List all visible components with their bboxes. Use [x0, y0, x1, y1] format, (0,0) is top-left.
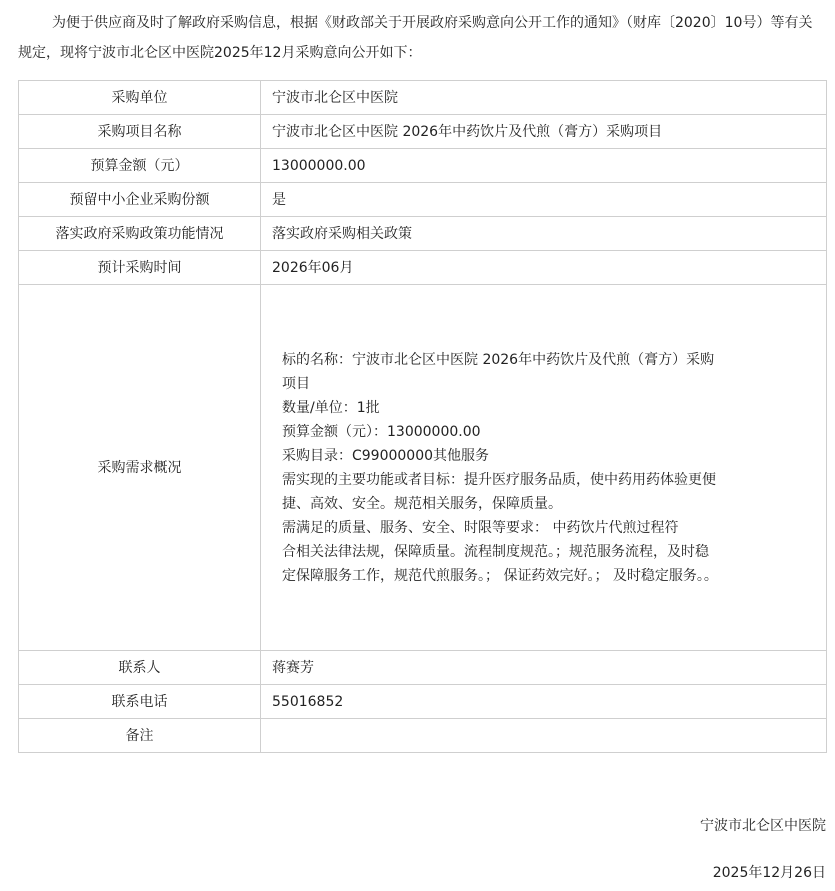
table-row-contact	[19, 651, 827, 685]
row-label: 落实政府采购政策功能情况	[19, 217, 261, 251]
table-row-purchaser	[19, 81, 827, 115]
requirements-line: 定保障服务工作，规范代煎服务。； 保证药效完好。； 及时稳定服务。。	[282, 567, 718, 584]
requirements-line: 预算金额（元）：13000000.00	[282, 423, 481, 440]
requirements-text	[272, 348, 826, 588]
requirements-cell	[261, 285, 827, 651]
row-label: 备注	[19, 719, 261, 753]
table-row-phone	[19, 685, 827, 719]
table-row-project-name	[19, 115, 827, 149]
table-row-requirements	[19, 285, 827, 651]
requirements-line: 合相关法律法规，保障质量。流程制度规范。；规范服务流程，及时稳	[282, 543, 709, 560]
table-row-policy	[19, 217, 827, 251]
row-value: 落实政府采购相关政策	[261, 217, 827, 251]
procurement-intent-table	[18, 80, 827, 753]
row-label: 采购项目名称	[19, 115, 261, 149]
row-value: 13000000.00	[261, 149, 827, 183]
row-value: 55016852	[261, 685, 827, 719]
requirements-line: 项目	[282, 375, 310, 392]
row-value: 蒋赛芳	[261, 651, 827, 685]
row-label: 预计采购时间	[19, 251, 261, 285]
table-row-expected-time	[19, 251, 827, 285]
requirements-line: 数量/单位：1批	[282, 399, 380, 416]
row-label: 联系人	[19, 651, 261, 685]
requirements-line: 需满足的质量、服务、安全、时限等要求： 中药饮片代煎过程符	[282, 519, 679, 536]
requirements-line: 标的名称：宁波市北仑区中医院 2026年中药饮片及代煎（膏方）采购	[282, 351, 715, 368]
row-label: 采购单位	[19, 81, 261, 115]
row-label: 预留中小企业采购份额	[19, 183, 261, 217]
requirements-line: 采购目录：C99000000其他服务	[282, 447, 490, 464]
row-value	[261, 719, 827, 753]
table-row-budget	[19, 149, 827, 183]
row-label: 采购需求概况	[19, 285, 261, 651]
row-value: 宁波市北仑区中医院 2026年中药饮片及代煎（膏方）采购项目	[261, 115, 827, 149]
table-row-remarks	[19, 719, 827, 753]
footer-date: 2025年12月26日	[712, 865, 826, 881]
row-value: 2026年06月	[261, 251, 827, 285]
footer-organization: 宁波市北仑区中医院	[700, 818, 826, 834]
requirements-line: 需实现的主要功能或者目标：提升医疗服务品质，使中药用药体验更便	[282, 471, 716, 488]
intro-paragraph: 为便于供应商及时了解政府采购信息，根据《财政部关于开展政府采购意向公开工作的通知》（财库〔2020〕10号）等有关规定，现将宁波市北仑区中医院2025年12月采购意向公开如下：	[18, 15, 813, 61]
requirements-line: 捷、高效、安全。规范相关服务，保障质量。	[282, 495, 562, 512]
row-label: 预算金额（元）	[19, 149, 261, 183]
row-value: 宁波市北仑区中医院	[261, 81, 827, 115]
row-label: 联系电话	[19, 685, 261, 719]
table-row-sme-share	[19, 183, 827, 217]
row-value: 是	[261, 183, 827, 217]
